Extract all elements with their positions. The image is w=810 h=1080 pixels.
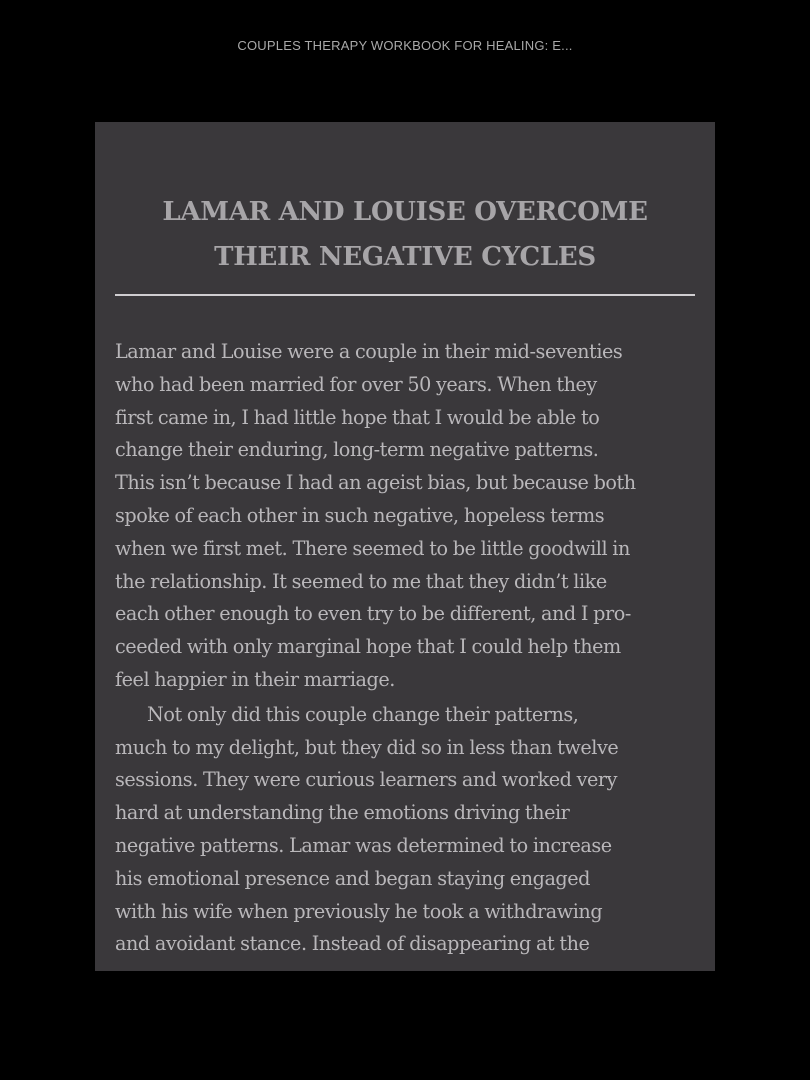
paragraph-2	[115, 699, 700, 961]
text-line: change their enduring, long-term negative patterns.	[115, 438, 599, 462]
text-line: each other enough to even try to be different, and I pro-	[115, 602, 631, 626]
text-line: and avoidant stance. Instead of disappearing at the	[115, 932, 590, 956]
body-text	[115, 336, 700, 961]
text-line: This isn’t because I had an ageist bias, but because both	[115, 471, 636, 495]
text-line: Not only did this couple change their patterns,	[147, 702, 579, 726]
text-line: sessions. They were curious learners and worked very	[115, 768, 618, 792]
text-line: his emotional presence and began staying engaged	[115, 866, 591, 890]
text-line: with his wife when previously he took a withdrawing	[115, 899, 603, 923]
text-line: first came in, I had little hope that I would be able to	[115, 405, 600, 429]
text-line: when we first met. There seemed to be little goodwill in	[115, 536, 630, 560]
reader-page[interactable]	[95, 122, 715, 971]
text-line: who had been married for over 50 years. When they	[115, 372, 597, 396]
text-line: spoke of each other in such negative, hopeless terms	[115, 503, 605, 527]
text-line: feel happier in their marriage.	[115, 667, 395, 691]
title-divider	[115, 294, 695, 296]
text-line: negative patterns. Lamar was determined to increase	[115, 833, 612, 857]
chapter-title-line: THEIR NEGATIVE CYCLES	[214, 242, 596, 272]
chapter-title-line: LAMAR AND LOUISE OVERCOME	[162, 197, 648, 227]
text-line: much to my delight, but they did so in less than twelve	[115, 735, 619, 759]
text-line: the relationship. It seemed to me that they didn’t like	[115, 569, 607, 593]
text-line: Lamar and Louise were a couple in their mid-seventies	[115, 340, 623, 363]
book-title-header: COUPLES THERAPY WORKBOOK FOR HEALING: E...	[237, 38, 573, 53]
text-line: hard at understanding the emotions driving their	[115, 801, 570, 825]
chapter-title	[95, 190, 715, 280]
paragraph-1	[115, 336, 700, 697]
text-line: ceeded with only marginal hope that I could help them	[115, 635, 621, 659]
